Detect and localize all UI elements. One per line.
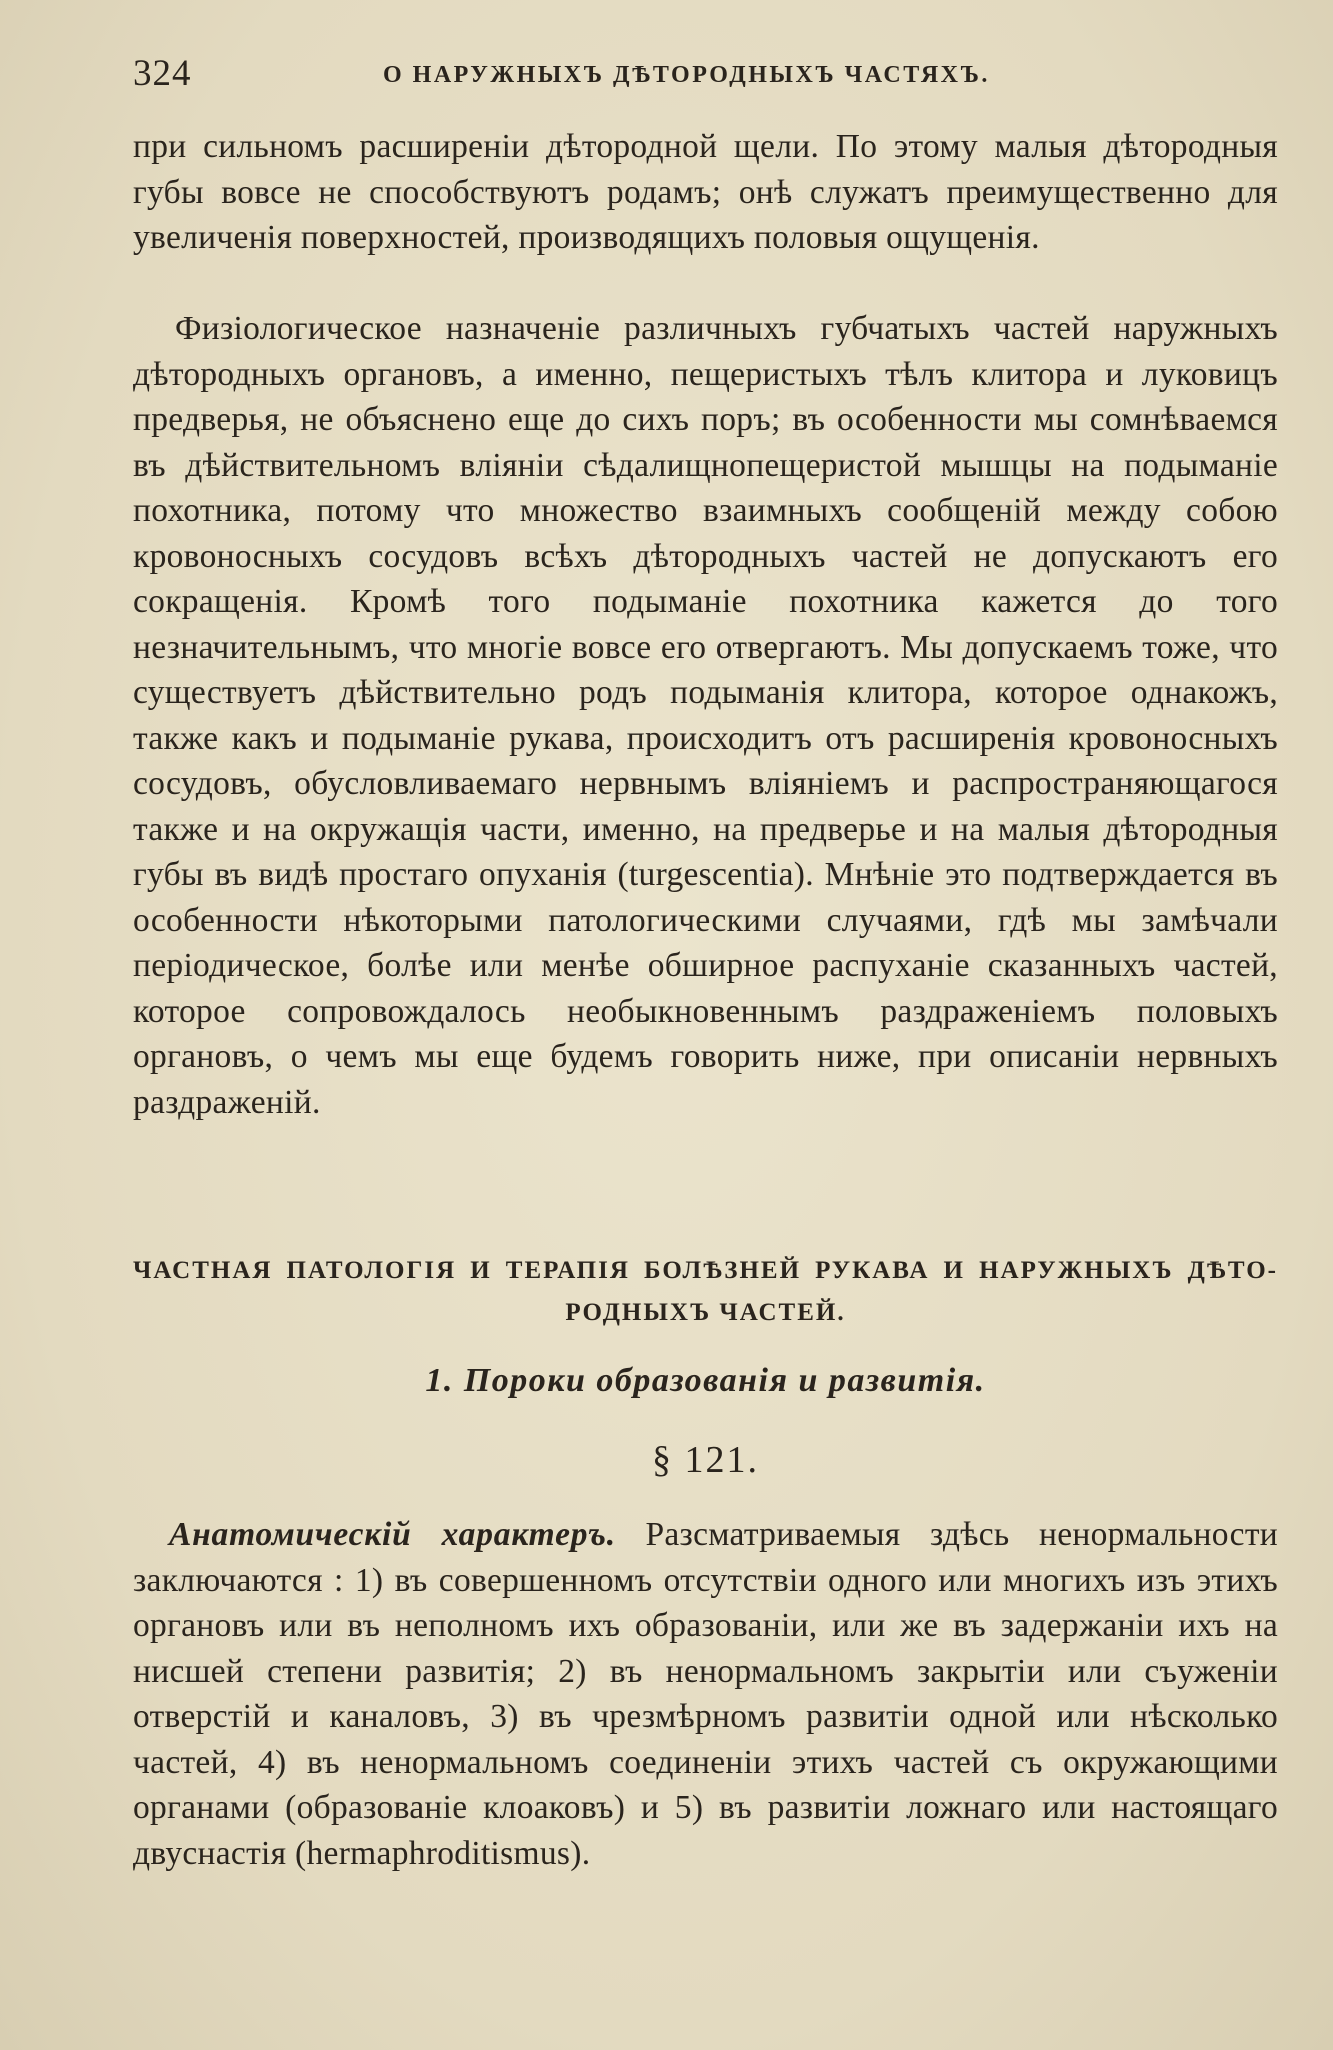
running-title: О НАРУЖНЫХЪ ДѢТОРОДНЫХЪ ЧАСТЯХЪ.	[383, 62, 990, 88]
paragraph-anatomy-text: Разсматриваемыя здѣсь ненормальности заключаются : 1) въ совершенномъ отсутствiи одного или многихъ изъ этихъ органовъ или въ неполномъ ихъ образованiи, или же въ задержанiи ихъ на нисшей степени развитiя; 2) въ ненормальномъ закрытiи или съуженiи отверстiй и каналовъ, 3) въ чрезмѣрномъ развитiи одной или нѣсколько частей, 4) въ ненормальномъ соединенiи этихъ частей съ окружающими органами (образованiе клоаковъ) и 5) въ развитiи ложнаго или настоящаго двуснастiя (hermaphroditismus).	[133, 1516, 1279, 1872]
paragraph-lead-in: Анатомическiй характеръ.	[169, 1516, 616, 1553]
page-header	[133, 52, 1268, 102]
section-heading-line-1: ЧАСТНАЯ ПАТОЛОГIЯ И ТЕРАПIЯ БОЛѢЗНЕЙ РУКАВА И НАРУЖНЫХЪ ДѢТО-	[133, 1257, 1278, 1284]
section-heading-line-2: РОДНЫХЪ ЧАСТЕЙ.	[565, 1299, 846, 1326]
section-heading	[133, 1250, 1278, 1334]
paragraph-continued: при сильномъ расширенiи дѣтородной щели. По этому малыя дѣтородныя губы вовсе не способствуютъ родамъ; онѣ служатъ преимущественно для увеличенiя поверхностей, производящихъ половыя ощущенiя.	[133, 128, 1278, 256]
subsection-heading: 1. Пороки образованiя и развитiя.	[425, 1362, 986, 1399]
paragraph-physiology: Физiологическое назначенiе различныхъ губчатыхъ частей наружныхъ дѣтородныхъ органовъ, а именно, пещеристыхъ тѣлъ клитора и луковицъ предверья, не объяснено еще до сихъ поръ; въ особенности мы сомнѣваемся въ дѣйствительномъ влiянiи сѣдалищнопещеристой мышцы на подыманiе похотника, потому что множество взаимныхъ сообщенiй между собою кровоносныхъ сосудовъ всѣхъ дѣтородныхъ частей не допускаютъ его сокращенiя. Кромѣ того подыманiе похотника кажется до того незначительнымъ, что многiе вовсе его отвергаютъ. Мы допускаемъ тоже, что существуетъ дѣйствительно родъ подыманiя клитора, которое однакожъ, также какъ и подыманiе рукава, происходитъ отъ расширенiя кровоносныхъ сосудовъ, обусловливаемаго нервнымъ влiянiемъ и распространяющагося также и на окружащiя части, именно, на предверье и на малыя дѣтородныя губы въ видѣ простаго опуханiя (turgescentia). Мнѣнiе это подтверждается въ особенности нѣкоторыми патологическими случаями, гдѣ мы замѣчали перiодическое, болѣе или менѣе обширное распуханiе сказанныхъ частей, которое сопровождалось необыкновеннымъ раздраженiемъ половыхъ органовъ, о чемъ мы еще будемъ говорить ниже, при описанiи нервныхъ раздраженiй.	[133, 310, 1278, 1121]
page-number: 324	[133, 53, 192, 94]
paragraph-anatomy	[133, 1512, 1278, 1876]
paragraph-number: § 121.	[652, 1439, 759, 1481]
